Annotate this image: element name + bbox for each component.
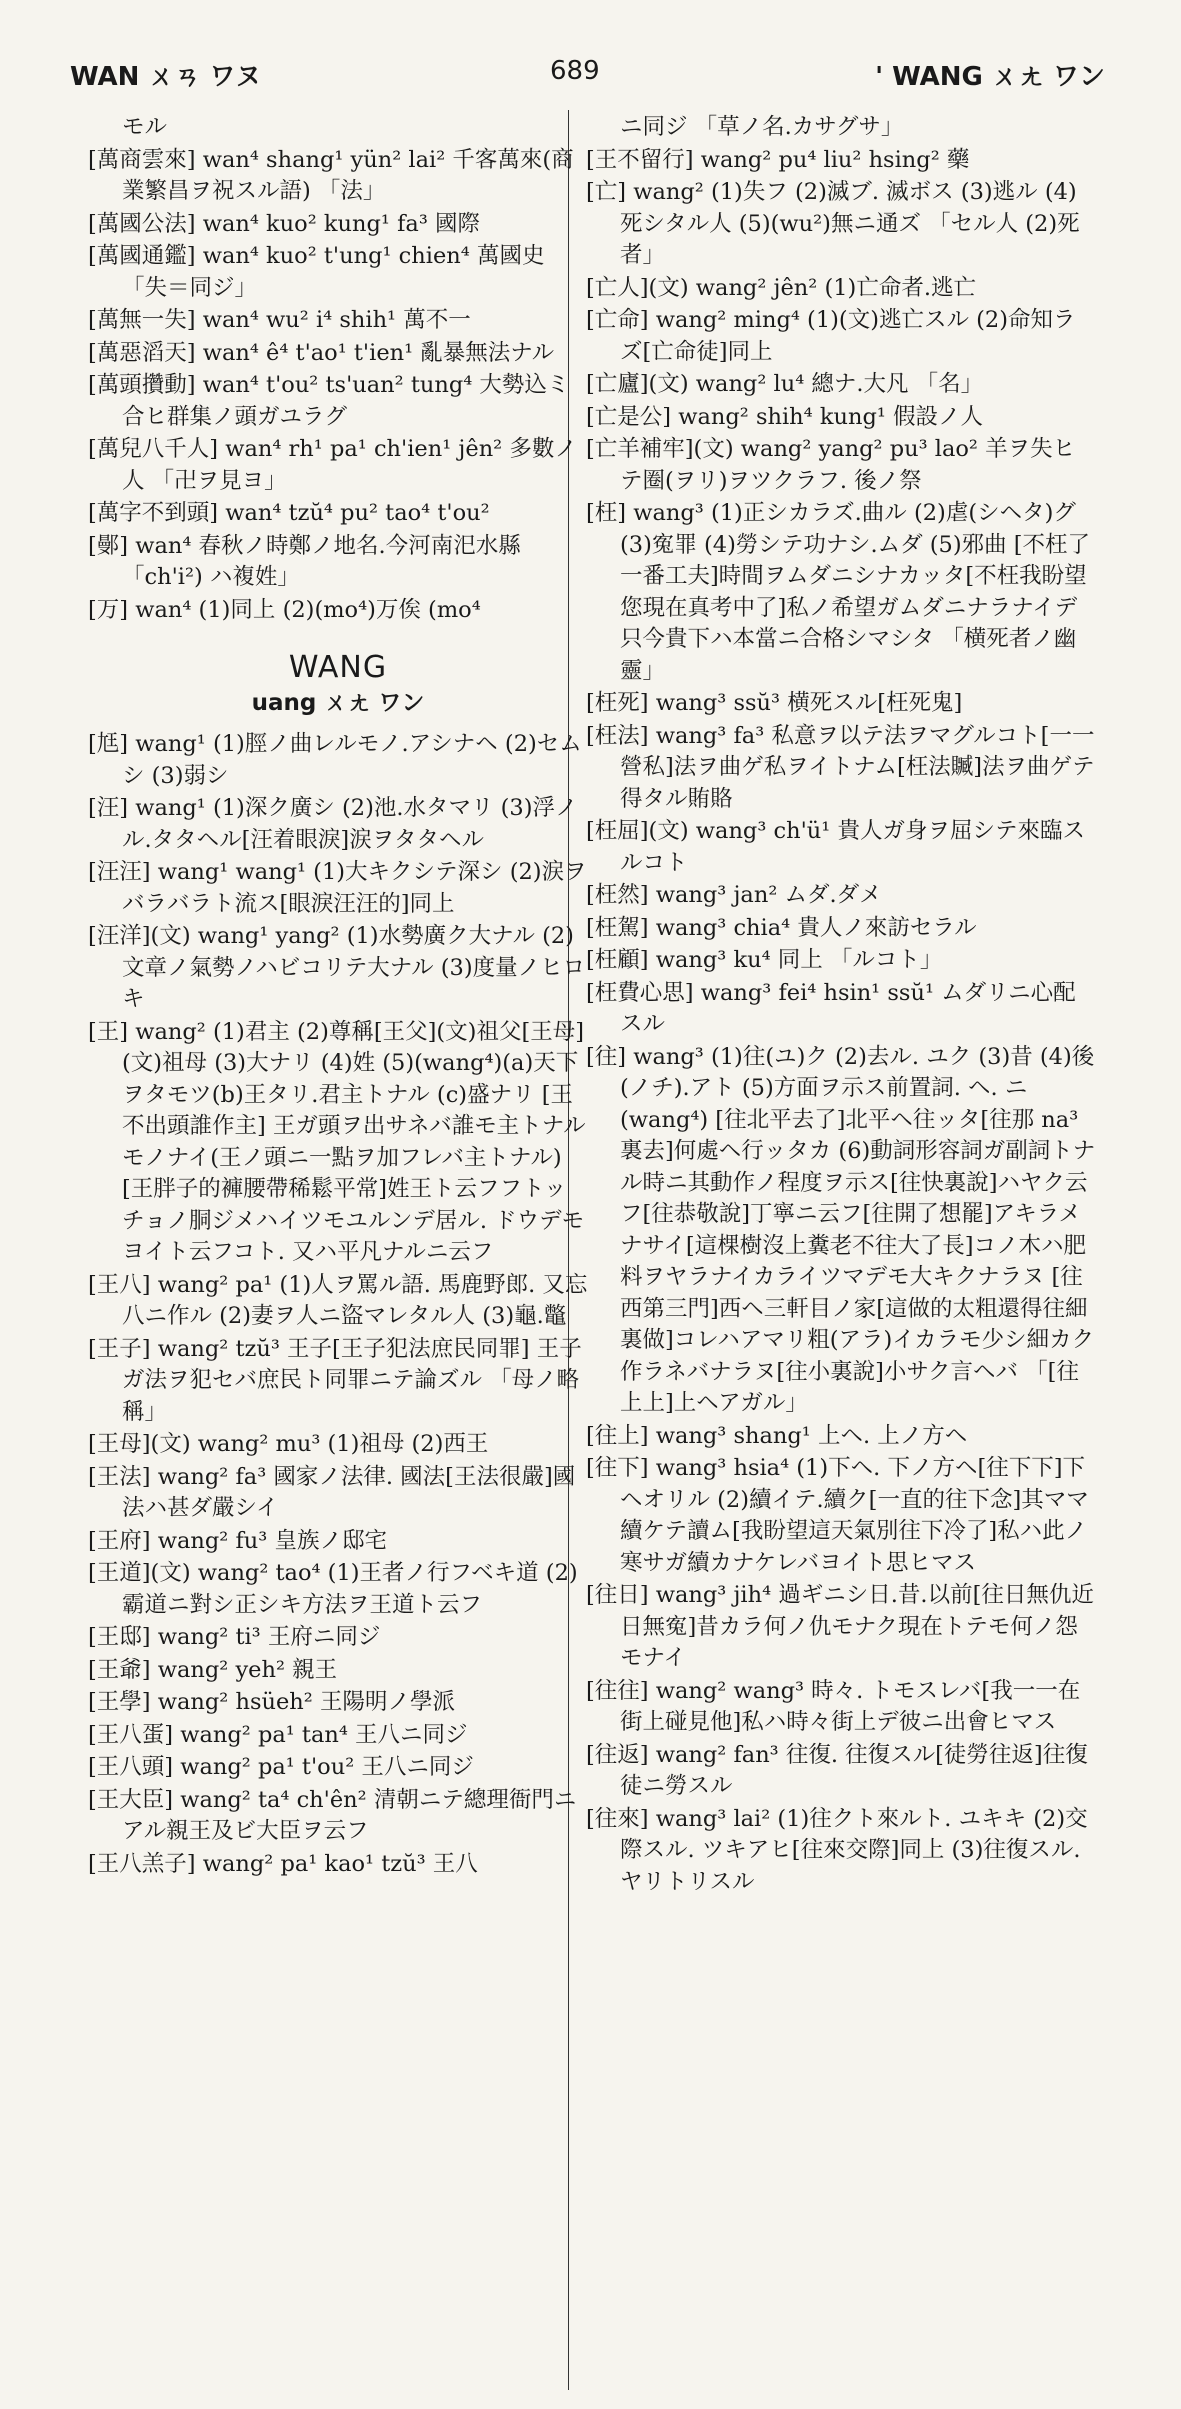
dictionary-entry: [王爺] wang² yeh² 親王 [88, 1656, 338, 1683]
dictionary-entry: [王學] wang² hsüeh² 王陽明ノ學派 [88, 1689, 455, 1715]
header-left-heading: WAN ㄨㄢ ワヌ [70, 62, 262, 92]
dictionary-entry: [萬字不到頭] wan⁴ tzŭ⁴ pu² tao⁴ t'ou² [88, 500, 490, 526]
dictionary-entry: [往] wang³ (1)往(ユ)ク (2)去ル. ユク (3)昔 (4)後(ノチ).アト (5)方面ヲ示ス前置詞. ヘ. ニ (wang⁴) [往北平去了]北平ヘ往ッタ[往那 na³ 裏去]何處ヘ行ッタカ (6)動詞形容詞ガ副詞トナル時ニ其動作ノ程度ヲ示ス[往快裏說]ハヤク云フ[往恭敬說]丁寧ニ云フ[往開了想罷]アキラメナサイ[這棵樹沒上糞老不往大了長]コノ木ハ肥料ヲヤラナイカライツマデモ大キクナラヌ [往西第三門]西ヘ三軒目ノ家[這做的太粗還得往細裏做]コレハアマリ粗(アラ)イカラモ少シ細カク作ラネバナラヌ[往小裏說]小サク言ヘバ 「[往上上]上ヘアガル」 [586, 1043, 1096, 1416]
dictionary-entry: [王八] wang² pa¹ (1)人ヲ罵ル語. 馬鹿野郎. 又忘八ニ作ル (2)妻ヲ人ニ盜マレタル人 (3)龜.鼈 [88, 1271, 588, 1329]
dictionary-entry: [枉屈](文) wang³ ch'ü¹ 貴人ガ身ヲ屈シテ來臨スルコト [586, 818, 1085, 876]
dictionary-entry: [王道](文) wang² tao⁴ (1)王者ノ行フベキ道 (2)霸道ニ對シ正シキ方法ヲ王道ト云フ [88, 1560, 578, 1618]
dictionary-entry: [萬無一失] wan⁴ wu² i⁴ shih¹ 萬不一 [88, 307, 471, 333]
dictionary-entry: [汪洋](文) wang¹ yang² (1)水勢廣ク大ナル (2)文章ノ氣勢ノハビコリテ大ナル (3)度量ノヒロキ [88, 923, 586, 1012]
dictionary-entry: [亡命] wang² ming⁴ (1)(文)逃亡スル (2)命知ラズ[亡命徒]同上 [586, 307, 1076, 365]
dictionary-entry: [萬商雲來] wan⁴ shang¹ yün² lai² 千客萬來(商業繁昌ヲ祝スル語) 「法」 [88, 146, 574, 204]
page-number: 689 [550, 56, 600, 86]
dictionary-entry: [枉死] wang³ ssŭ³ 横死スル[枉死鬼] [586, 690, 963, 716]
left-column [88, 112, 588, 2382]
dictionary-entry: [往日] wang³ jih⁴ 過ギニシ日.昔.以前[往日無仇近日無寃]昔カラ何ノ仇モナク現在トテモ何ノ怨モナイ [586, 1582, 1094, 1671]
dictionary-entry: [王法] wang² fa³ 國家ノ法律. 國法[王法很嚴]國法ハ甚ダ嚴シイ [88, 1463, 576, 1521]
dictionary-entry: [王母](文) wang² mu³ (1)祖母 (2)西王 [88, 1431, 489, 1457]
section-subtitle: uang ㄨㄤ ワン [251, 689, 425, 716]
dictionary-entry: [鄤] wan⁴ 春秋ノ時鄭ノ地名.今河南汜水縣 「ch'i²) ハ複姓」 [88, 532, 521, 590]
dictionary-entry: [王八羔子] wang² pa¹ kao¹ tzŭ³ 王八 [88, 1850, 478, 1877]
dictionary-entry: [王子] wang² tzŭ³ 王子[王子犯法庶民同罪] 王子ガ法ヲ犯セバ庶民ト同罪ニテ論ズル 「母ノ略稱」 [88, 1335, 582, 1425]
dictionary-entry: [王] wang² (1)君主 (2)尊稱[王父](文)祖父[王母](文)祖母 (3)大ナリ (4)姓 (5)(wang⁴)(a)天下ヲタモツ(b)王タリ.君主トナル (c)盛ナリ [王不出頭誰作主] 王ガ頭ヲ出サネバ誰モ主トナルモノナイ(王ノ頭ニ一點ヲ加フレバ主トナル)[王胖子的褲腰帶稀鬆平常]姓王ト云フフトッチョノ胴ジメハイツモユルンデ居ル. ドウデモヨイト云フコト. 又ハ平凡ナルニ云フ [88, 1018, 586, 1265]
dictionary-entry: [枉費心思] wang³ fei⁴ hsin¹ ssŭ¹ ムダリニ心配スル [586, 979, 1076, 1037]
dictionary-entry: [枉然] wang³ jan² ムダ.ダメ [586, 882, 882, 908]
dictionary-entry: [枉法] wang³ fa³ 私意ヲ以テ法ヲマグルコト[一一營私]法ヲ曲ゲ私ヲイトナム[枉法贓]法ヲ曲ゲテ得タル賄賂 [586, 722, 1095, 812]
dictionary-entry: [王邸] wang² ti³ 王府ニ同ジ [88, 1624, 381, 1650]
dictionary-entry: [往來] wang³ lai² (1)往クト來ルト. ユキキ (2)交際スル. ツキアヒ[往來交際]同上 (3)往復スル. ヤリトリスル [586, 1805, 1088, 1895]
dictionary-entry: [王府] wang² fu³ 皇族ノ邸宅 [88, 1527, 387, 1554]
dictionary-entry: [亡廬](文) wang² lu⁴ 總ナ.大凡 「名」 [586, 371, 984, 397]
entries-b-list [88, 729, 588, 1880]
page-header [70, 50, 1105, 100]
dictionary-entry: ニ同ジ 「草ノ名.カサグサ」 [620, 114, 904, 140]
dictionary-entry: [枉] wang³ (1)正シカラズ.曲ル (2)虐(シヘタ)グ (3)寃罪 (4)勞シテ功ナシ.ムダ (5)邪曲 [不枉了一番工夫]時間ヲムダニシナカッタ[不枉我盼望您現在真考中了]私ノ希望ガムダニナラナイデ只今貴下ハ本當ニ合格シマシタ 「横死者ノ幽靈」 [586, 500, 1091, 684]
dictionary-entry: [亡是公] wang² shih⁴ kung¹ 假設ノ人 [586, 403, 984, 430]
dictionary-entry: [亡羊補牢](文) wang² yang² pu³ lao² 羊ヲ失ヒテ圈(ヲリ)ヲツクラフ. 後ノ祭 [586, 436, 1076, 494]
dictionary-entry: [萬國通鑑] wan⁴ kuo² t'ung¹ chien⁴ 萬國史 「失＝同ジ」 [88, 243, 545, 301]
dictionary-entry: [枉顧] wang³ ku⁴ 同上 「ルコト」 [586, 947, 943, 973]
dictionary-entry: [万] wan⁴ (1)同上 (2)(mo⁴)万俟 (mo⁴ [88, 596, 481, 623]
entries-right-list [586, 112, 1096, 1898]
dictionary-entry: [萬頭攢動] wan⁴ t'ou² ts'uan² tung⁴ 大勢込ミ合ヒ群集ノ頭ガユラグ [88, 372, 570, 430]
dictionary-entry: [萬惡滔天] wan⁴ ê⁴ t'ao¹ t'ien¹ 亂暴無法ナル [88, 339, 555, 366]
dictionary-entry: [王八蛋] wang² pa¹ tan⁴ 王八ニ同ジ [88, 1721, 468, 1748]
dictionary-entry: [往往] wang² wang³ 時々. トモスレバ[我一一在街上碰見他]私ハ時々街上デ彼ニ出會ヒマス [586, 1677, 1081, 1735]
dictionary-entry: [往上] wang³ shang¹ 上ヘ. 上ノ方ヘ [586, 1422, 968, 1449]
dictionary-entry: [汪] wang¹ (1)深ク廣シ (2)池.水タマリ (3)浮ノル.タタヘル[汪着眼淚]涙ヲタタヘル [88, 795, 578, 853]
dictionary-entry: [亡] wang² (1)失フ (2)滅ブ. 滅ボス (3)逃ル (4)死シタル人 (5)(wu²)無ニ通ズ 「セル人 (2)死者」 [586, 179, 1080, 268]
dictionary-entry: [王大臣] wang² ta⁴ ch'ên² 清朝ニテ總理衙門ニアル親王及ビ大臣ヲ云フ [88, 1786, 577, 1844]
dictionary-entry: モル [122, 114, 168, 140]
dictionary-entry: [亡人](文) wang² jên² (1)亡命者.逃亡 [586, 274, 976, 301]
section-title: WANG [288, 650, 388, 685]
right-column [586, 112, 1096, 2382]
dictionary-entry: [萬國公法] wan⁴ kuo² kung¹ fa³ 國際 [88, 210, 480, 237]
dictionary-entry: [往返] wang² fan³ 往復. 往復スル[徒勞往返]往復徒ニ勞スル [586, 1741, 1088, 1799]
dictionary-entry: [萬兒八千人] wan⁴ rh¹ pa¹ ch'ien¹ jên² 多數ノ人 「卍ヲ見ヨ」 [88, 436, 577, 494]
header-right-heading: ' WANG ㄨㄤ ワン [875, 62, 1105, 92]
dictionary-entry: [尪] wang¹ (1)脛ノ曲レルモノ.アシナヘ (2)セムシ (3)弱シ [88, 731, 582, 789]
entries-a-list [88, 112, 588, 626]
dictionary-entry: [王八頭] wang² pa¹ t'ou² 王八ニ同ジ [88, 1754, 474, 1780]
dictionary-entry: [往下] wang³ hsia⁴ (1)下ヘ. 下ノ方ヘ[往下下]下ヘオリル (2)續イテ.續ク[一直的往下念]其ママ續ケテ讀ム[我盼望這天氣別往下冷了]私ハ此ノ寒サガ續カナケレバヨイト思ヒマス [586, 1455, 1089, 1576]
dictionary-entry: [王不留行] wang² pu⁴ liu² hsing² 藥 [586, 146, 970, 173]
dictionary-entry: [枉駕] wang³ chia⁴ 貴人ノ來訪セラル [586, 914, 977, 941]
dictionary-entry: [汪汪] wang¹ wang¹ (1)大キクシテ深シ (2)涙ヲバラバラト流ス[眼淚汪汪的]同上 [88, 859, 587, 917]
